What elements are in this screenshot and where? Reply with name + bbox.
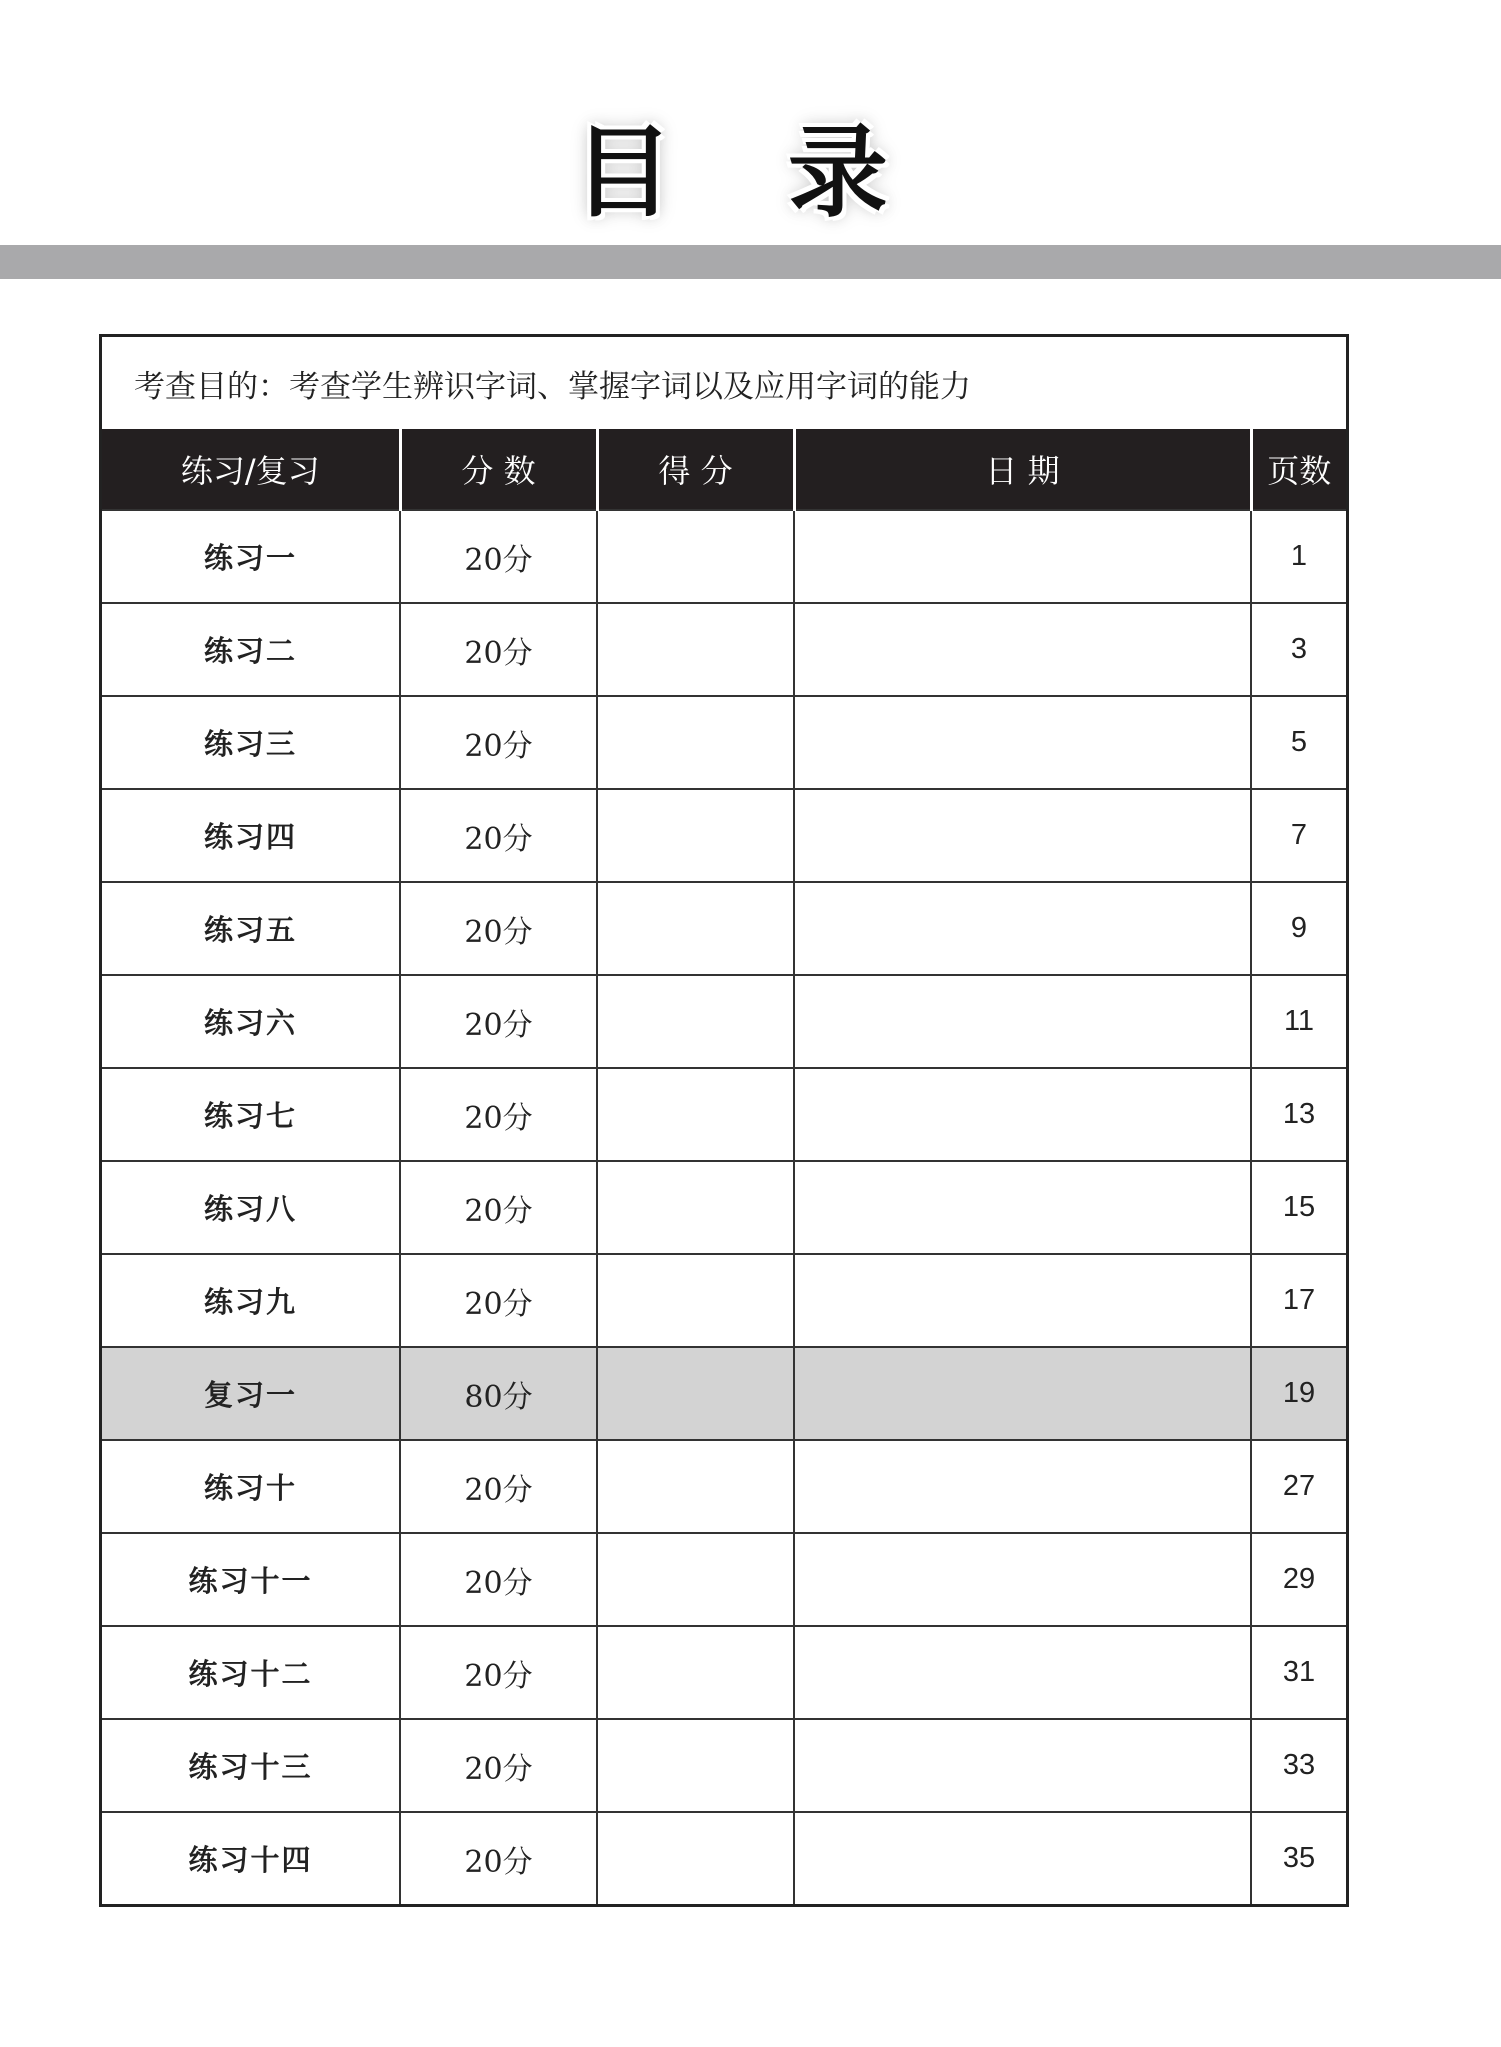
date-cell[interactable]: [794, 1440, 1251, 1533]
page-number-cell: 33: [1251, 1719, 1346, 1812]
header-page: 页数: [1251, 429, 1346, 510]
table-row: [102, 1161, 1346, 1254]
earned-score-cell[interactable]: [597, 1533, 794, 1626]
score-cell: 80分: [400, 1347, 597, 1440]
page-number-cell: 7: [1251, 789, 1346, 882]
table-row: [102, 975, 1346, 1068]
score-cell: 20分: [400, 882, 597, 975]
score-cell: 20分: [400, 975, 597, 1068]
earned-score-cell[interactable]: [597, 1068, 794, 1161]
date-cell[interactable]: [794, 510, 1251, 603]
earned-score-cell[interactable]: [597, 1161, 794, 1254]
table-row: [102, 1068, 1346, 1161]
page-number-cell: 27: [1251, 1440, 1346, 1533]
score-cell: 20分: [400, 1440, 597, 1533]
page-number-cell: 13: [1251, 1068, 1346, 1161]
table-header-row: [102, 429, 1346, 510]
date-cell[interactable]: [794, 603, 1251, 696]
score-cell: 20分: [400, 1161, 597, 1254]
exercise-name-cell: 练习二: [102, 603, 400, 696]
score-cell: 20分: [400, 1812, 597, 1904]
score-cell: 20分: [400, 1068, 597, 1161]
earned-score-cell[interactable]: [597, 882, 794, 975]
exercise-name-cell: 练习九: [102, 1254, 400, 1347]
exercise-name-cell: 练习五: [102, 882, 400, 975]
table-row: [102, 1440, 1346, 1533]
date-cell[interactable]: [794, 975, 1251, 1068]
score-cell: 20分: [400, 1533, 597, 1626]
table-row: [102, 1626, 1346, 1719]
earned-score-cell[interactable]: [597, 696, 794, 789]
page-number-cell: 35: [1251, 1812, 1346, 1904]
table-row: [102, 882, 1346, 975]
page-number-cell: 15: [1251, 1161, 1346, 1254]
score-cell: 20分: [400, 510, 597, 603]
date-cell[interactable]: [794, 1254, 1251, 1347]
date-cell[interactable]: [794, 1161, 1251, 1254]
earned-score-cell[interactable]: [597, 1812, 794, 1904]
table-row: [102, 696, 1346, 789]
earned-score-cell[interactable]: [597, 510, 794, 603]
score-cell: 20分: [400, 1254, 597, 1347]
toc-table: [102, 429, 1346, 1904]
page-number-cell: 9: [1251, 882, 1346, 975]
exercise-name-cell: 练习十一: [102, 1533, 400, 1626]
table-row: [102, 1812, 1346, 1904]
earned-score-cell[interactable]: [597, 1719, 794, 1812]
table-row: [102, 1533, 1346, 1626]
exercise-name-cell: 练习一: [102, 510, 400, 603]
earned-score-cell[interactable]: [597, 1347, 794, 1440]
earned-score-cell[interactable]: [597, 603, 794, 696]
exercise-name-cell: 练习三: [102, 696, 400, 789]
score-cell: 20分: [400, 789, 597, 882]
score-cell: 20分: [400, 1719, 597, 1812]
title-divider-bar: [0, 245, 1501, 279]
page-number-cell: 17: [1251, 1254, 1346, 1347]
date-cell[interactable]: [794, 696, 1251, 789]
table-row: [102, 1347, 1346, 1440]
score-cell: 20分: [400, 1626, 597, 1719]
page-number-cell: 29: [1251, 1533, 1346, 1626]
header-date: 日 期: [794, 429, 1251, 510]
date-cell[interactable]: [794, 1068, 1251, 1161]
date-cell[interactable]: [794, 1533, 1251, 1626]
table-body: [102, 510, 1346, 1904]
table-row: [102, 603, 1346, 696]
date-cell[interactable]: [794, 1719, 1251, 1812]
assessment-purpose: 考查目的：考查学生辨识字词、掌握字词以及应用字词的能力: [134, 368, 971, 405]
exercise-name-cell: 练习七: [102, 1068, 400, 1161]
earned-score-cell[interactable]: [597, 789, 794, 882]
table-row: [102, 789, 1346, 882]
date-cell[interactable]: [794, 789, 1251, 882]
header-earned: 得 分: [597, 429, 794, 510]
exercise-name-cell: 练习十三: [102, 1719, 400, 1812]
date-cell[interactable]: [794, 1347, 1251, 1440]
header-score: 分 数: [400, 429, 597, 510]
earned-score-cell[interactable]: [597, 975, 794, 1068]
exercise-name-cell: 练习四: [102, 789, 400, 882]
score-cell: 20分: [400, 696, 597, 789]
page-number-cell: 5: [1251, 696, 1346, 789]
date-cell[interactable]: [794, 1626, 1251, 1719]
page-number-cell: 3: [1251, 603, 1346, 696]
table-row: [102, 1719, 1346, 1812]
page-title: 目 录: [573, 114, 928, 231]
earned-score-cell[interactable]: [597, 1626, 794, 1719]
earned-score-cell[interactable]: [597, 1254, 794, 1347]
page-number-cell: 1: [1251, 510, 1346, 603]
toc-table-panel: [99, 334, 1349, 1907]
table-row: [102, 1254, 1346, 1347]
exercise-name-cell: 练习六: [102, 975, 400, 1068]
page-number-cell: 19: [1251, 1347, 1346, 1440]
exercise-name-cell: 练习十二: [102, 1626, 400, 1719]
table-row: [102, 510, 1346, 603]
exercise-name-cell: 复习一: [102, 1347, 400, 1440]
score-cell: 20分: [400, 603, 597, 696]
exercise-name-cell: 练习十四: [102, 1812, 400, 1904]
date-cell[interactable]: [794, 882, 1251, 975]
earned-score-cell[interactable]: [597, 1440, 794, 1533]
date-cell[interactable]: [794, 1812, 1251, 1904]
page-number-cell: 31: [1251, 1626, 1346, 1719]
exercise-name-cell: 练习八: [102, 1161, 400, 1254]
header-exercise: 练习/复习: [102, 429, 400, 510]
page-number-cell: 11: [1251, 975, 1346, 1068]
exercise-name-cell: 练习十: [102, 1440, 400, 1533]
